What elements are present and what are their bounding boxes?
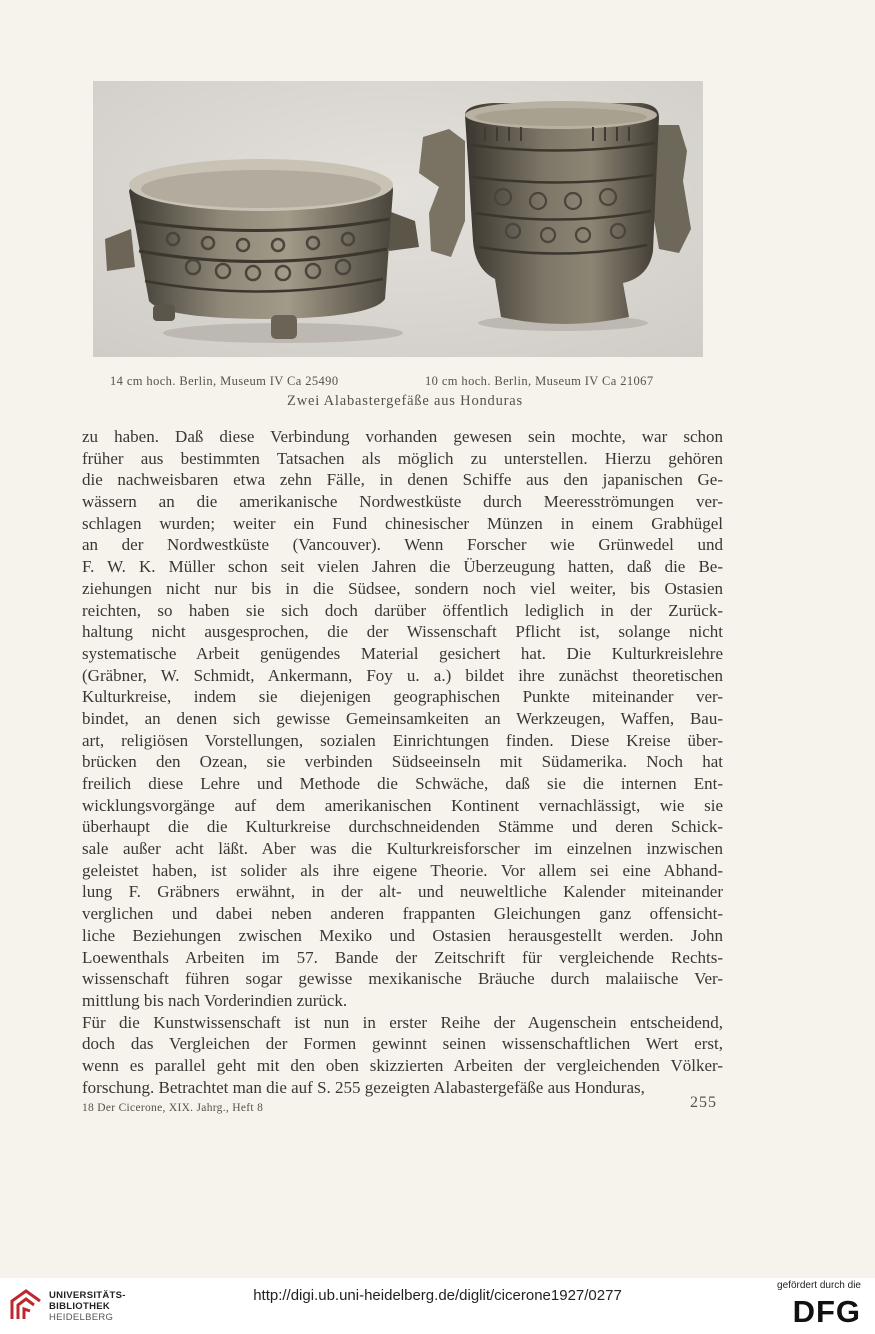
text-line: reichten, so haben sie sich doch darüber öffentlich lediglich in der Zurück- — [82, 600, 723, 620]
text-line: geleistet haben, ist solider als ihre eigene Theorie. Vor allem sei eine Abhand- — [82, 860, 723, 880]
text-line: ziehungen nicht nur bis in die Südsee, sondern noch viel weiter, bis Ostasien — [82, 578, 723, 598]
text-line: bindet, an denen sich gewisse Gemeinsamkeiten an Werkzeugen, Waffen, Bau- — [82, 708, 723, 728]
text-line: lung F. Gräbners erwähnt, in der alt- und neuweltliche Kalender miteinander — [82, 882, 723, 902]
text-line: systematische Arbeit genügendes Material gesichert hat. Die Kulturkreislehre — [82, 643, 723, 663]
body-text — [82, 426, 723, 1098]
dfg-logo[interactable]: DFG — [792, 1294, 861, 1329]
text-line: wissenschaft führen sogar gewisse mexikanische Bräuche durch malaiische Ver- — [82, 969, 723, 989]
text-line: Für die Kunstwissenschaft ist nun in erster Reihe der Augenschein entscheidend, — [82, 1012, 723, 1032]
text-line: Loewenthals Arbeiten im 57. Bande der Zeitschrift für vergleichende Rechts- — [82, 947, 723, 967]
text-line: zu haben. Daß diese Verbindung vorhanden gewesen sein mochte, war schon — [82, 427, 723, 446]
library-name-line: BIBLIOTHEK — [49, 1301, 111, 1312]
vessels-photograph — [93, 81, 703, 357]
text-line: früher aus bestimmten Tatsachen als möglich zu unterstellen. Hierzu gehören — [82, 448, 723, 468]
funding-note: gefördert durch die — [777, 1280, 861, 1291]
text-line: schlagen wurden; weiter ein Fund chinesischer Münzen in einem Grabhügel — [82, 513, 723, 533]
library-name-line: UNIVERSITÄTS- — [49, 1290, 126, 1301]
text-line: brücken den Ozean, sie verbinden Südseeinseln mit Südamerika. Noch hat — [82, 752, 723, 772]
footer-journal-reference: 18 Der Cicerone, XIX. Jahrg., Heft 8 — [82, 1102, 264, 1114]
text-line: doch das Vergleichen der Formen gewinnt seinen wissenschaftlichen Wert erst, — [82, 1034, 723, 1054]
text-line: haltung nicht ausgesprochen, die der Wissenschaft Pflicht ist, solange nicht — [82, 622, 723, 642]
document-url — [0, 1287, 875, 1304]
text-line: wenn es parallel geht mit den oben skizzierten Arbeiten der vergleichenden Völker- — [82, 1055, 723, 1075]
text-line: verglichen und dabei neben anderen frappanten Gleichungen ganz offensicht- — [82, 904, 723, 924]
text-line: wicklungsvorgänge auf dem amerikanischen Kontinent vernachlässigt, wie sie — [82, 795, 723, 815]
text-line: (Gräbner, W. Schmidt, Ankermann, Foy u. a.) bildet ihre zunächst theoretischen — [82, 665, 723, 685]
text-line: sale außer acht läßt. Aber was die Kulturkreisforscher im einzelnen inzwischen — [82, 839, 723, 859]
library-name-line: HEIDELBERG — [49, 1312, 114, 1323]
text-line: die nachweisbaren etwa zehn Fälle, in denen Schiffe aus den japanischen Ge- — [82, 470, 723, 490]
text-line: forschung. Betrachtet man die auf S. 255 gezeigten Alabastergefäße aus Honduras, — [82, 1077, 645, 1097]
text-line: art, religiösen Vorstellungen, sozialen Einrichtungen finden. Diese Kreise über- — [82, 730, 723, 750]
caption-left-vessel: 14 cm hoch. Berlin, Museum IV Ca 25490 — [110, 374, 339, 388]
caption-right-vessel: 10 cm hoch. Berlin, Museum IV Ca 21067 — [425, 374, 654, 388]
document-url-link[interactable]: http://digi.ub.uni-heidelberg.de/diglit/cicerone1927/0277 — [253, 1287, 622, 1304]
text-line: an der Nordwestküste (Vancouver). Wenn Forscher wie Grünwedel und — [82, 535, 723, 555]
text-line: wässern an die amerikanische Nordwestküste durch Meeresströmungen ver- — [82, 492, 723, 512]
viewer-footer-bar — [0, 1278, 875, 1334]
text-line: mittlung bis nach Vorderindien zurück. — [82, 990, 348, 1010]
figure-title: Zwei Alabastergefäße aus Honduras — [287, 393, 523, 409]
text-line: freilich diese Lehre und Methode die Schwäche, daß sie die internen Ent- — [82, 774, 723, 793]
text-line: F. W. K. Müller schon seit vielen Jahren die Überzeugung hatten, daß die Be- — [82, 557, 723, 577]
alabaster-vessels-image — [93, 81, 703, 357]
text-line: liche Beziehungen zwischen Mexiko und Ostasien herausgestellt werden. John — [82, 925, 723, 945]
text-line: Kulturkreise, indem sie diejenigen geographischen Punkte miteinander ver- — [82, 687, 723, 707]
text-line: überhaupt die die Kulturkreise durchschneidenden Stämme und deren Schick- — [82, 817, 723, 837]
page-number: 255 — [690, 1094, 717, 1111]
